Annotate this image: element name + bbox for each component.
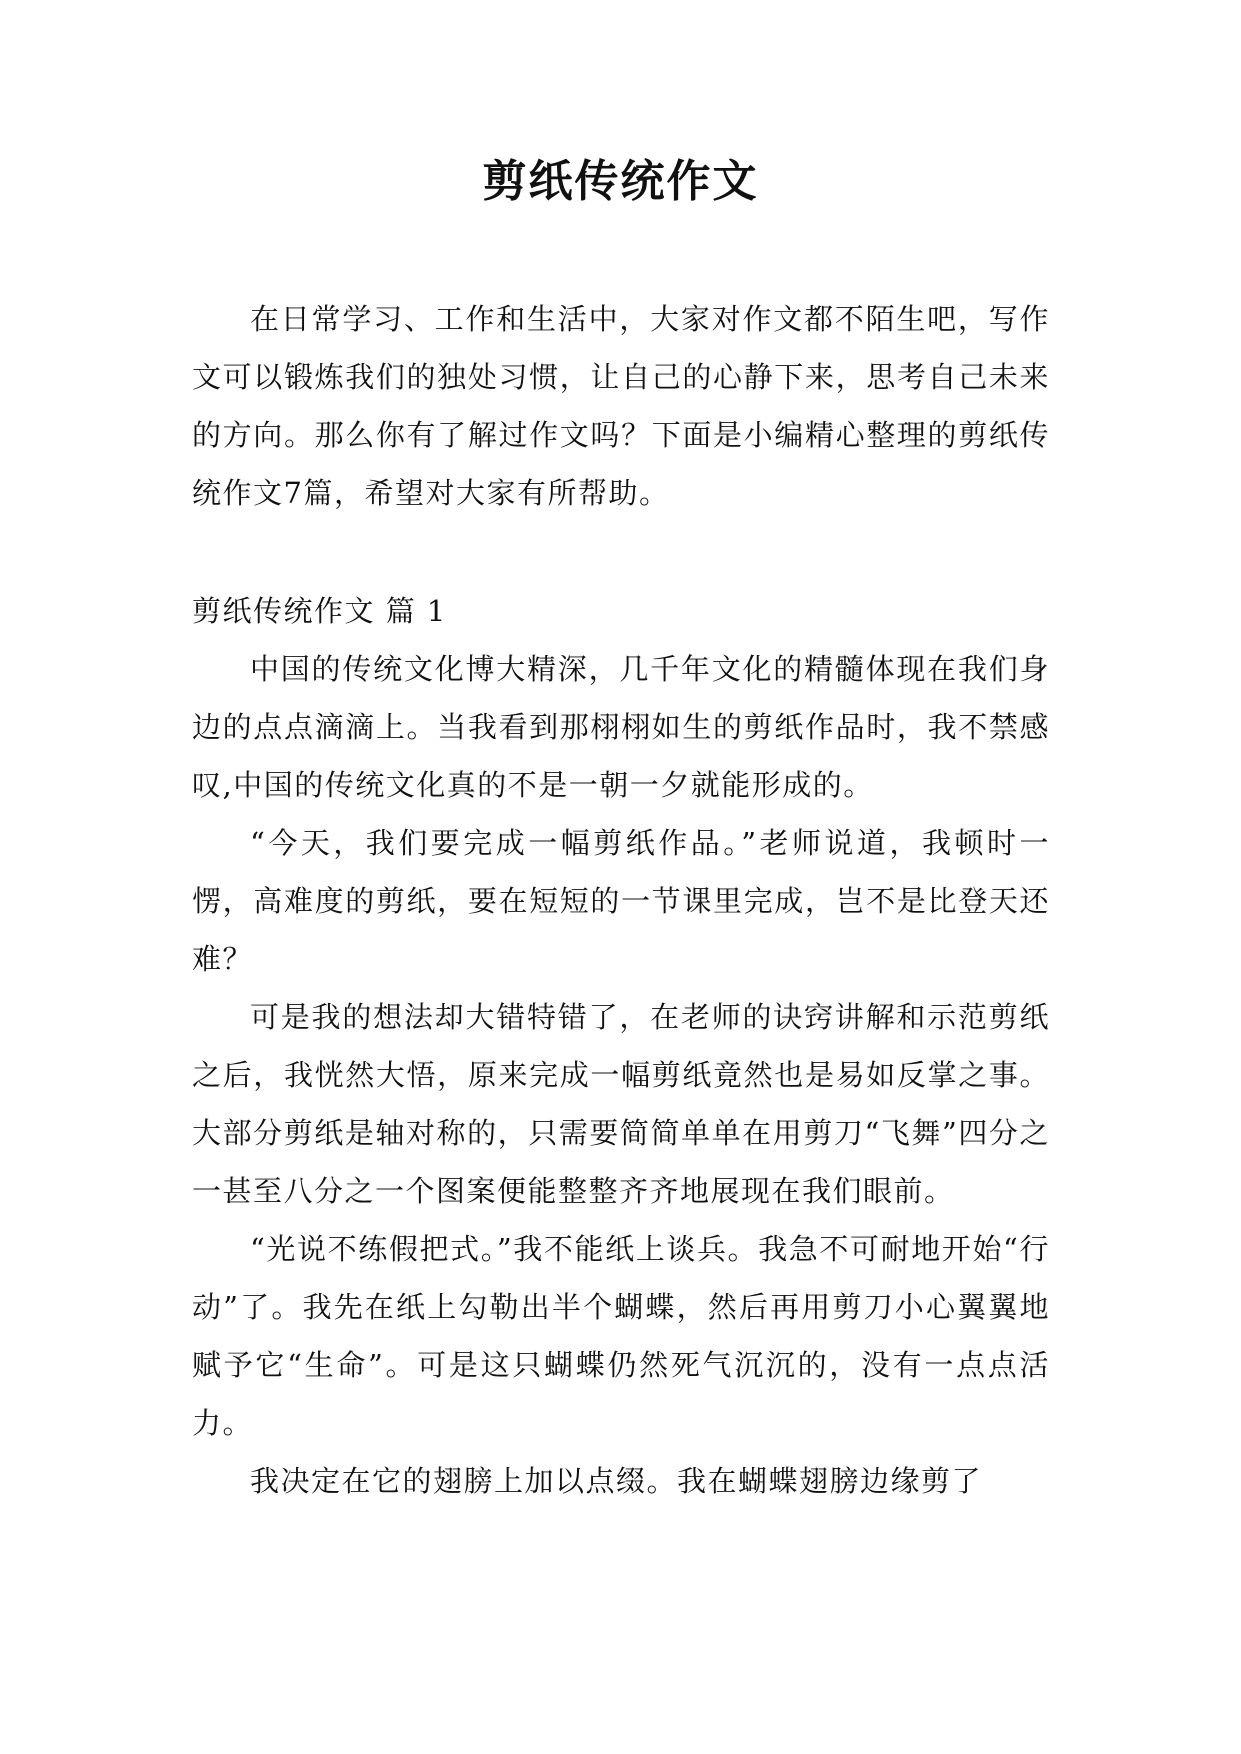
- section-heading: 剪纸传统作文 篇 1: [192, 594, 447, 628]
- document-title: 剪纸传统作文: [482, 156, 759, 207]
- body-paragraph-4: “光说不练假把式。”我不能纸上谈兵。我急不可耐地开始“行动”了。我先在纸上勾勒出半个蝴蝶，然后再用剪刀小心翼翼地赋予它“生命”。可是这只蝴蝶仍然死气沉沉的，没有一点点活力。: [192, 1232, 1050, 1440]
- body-paragraph-2: “今天，我们要完成一幅剪纸作品。”老师说道，我顿时一愣，高难度的剪纸，要在短短的一节课里完成，岂不是比登天还难？: [192, 826, 1050, 976]
- document-body: [192, 290, 1050, 1510]
- intro-paragraph: 在日常学习、工作和生活中，大家对作文都不陌生吧，写作文可以锻炼我们的独处习惯，让自己的心静下来，思考自己未来的方向。那么你有了解过作文吗？下面是小编精心整理的剪纸传统作文7篇，希望对大家有所帮助。: [192, 302, 1050, 510]
- body-paragraph-3: 可是我的想法却大错特错了，在老师的诀窍讲解和示范剪纸之后，我恍然大悟，原来完成一幅剪纸竟然也是易如反掌之事。大部分剪纸是轴对称的，只需要简简单单在用剪刀“飞舞”四分之一甚至八分之一个图案便能整整齐齐地展现在我们眼前。: [192, 1000, 1050, 1208]
- body-paragraph-5: 我决定在它的翅膀上加以点缀。我在蝴蝶翅膀边缘剪了: [250, 1464, 983, 1498]
- section-gap: [192, 522, 1050, 582]
- body-paragraph-1: 中国的传统文化博大精深，几千年文化的精髓体现在我们身边的点点滴滴上。当我看到那栩栩如生的剪纸作品时，我不禁感叹,中国的传统文化真的不是一朝一夕就能形成的。: [192, 652, 1050, 802]
